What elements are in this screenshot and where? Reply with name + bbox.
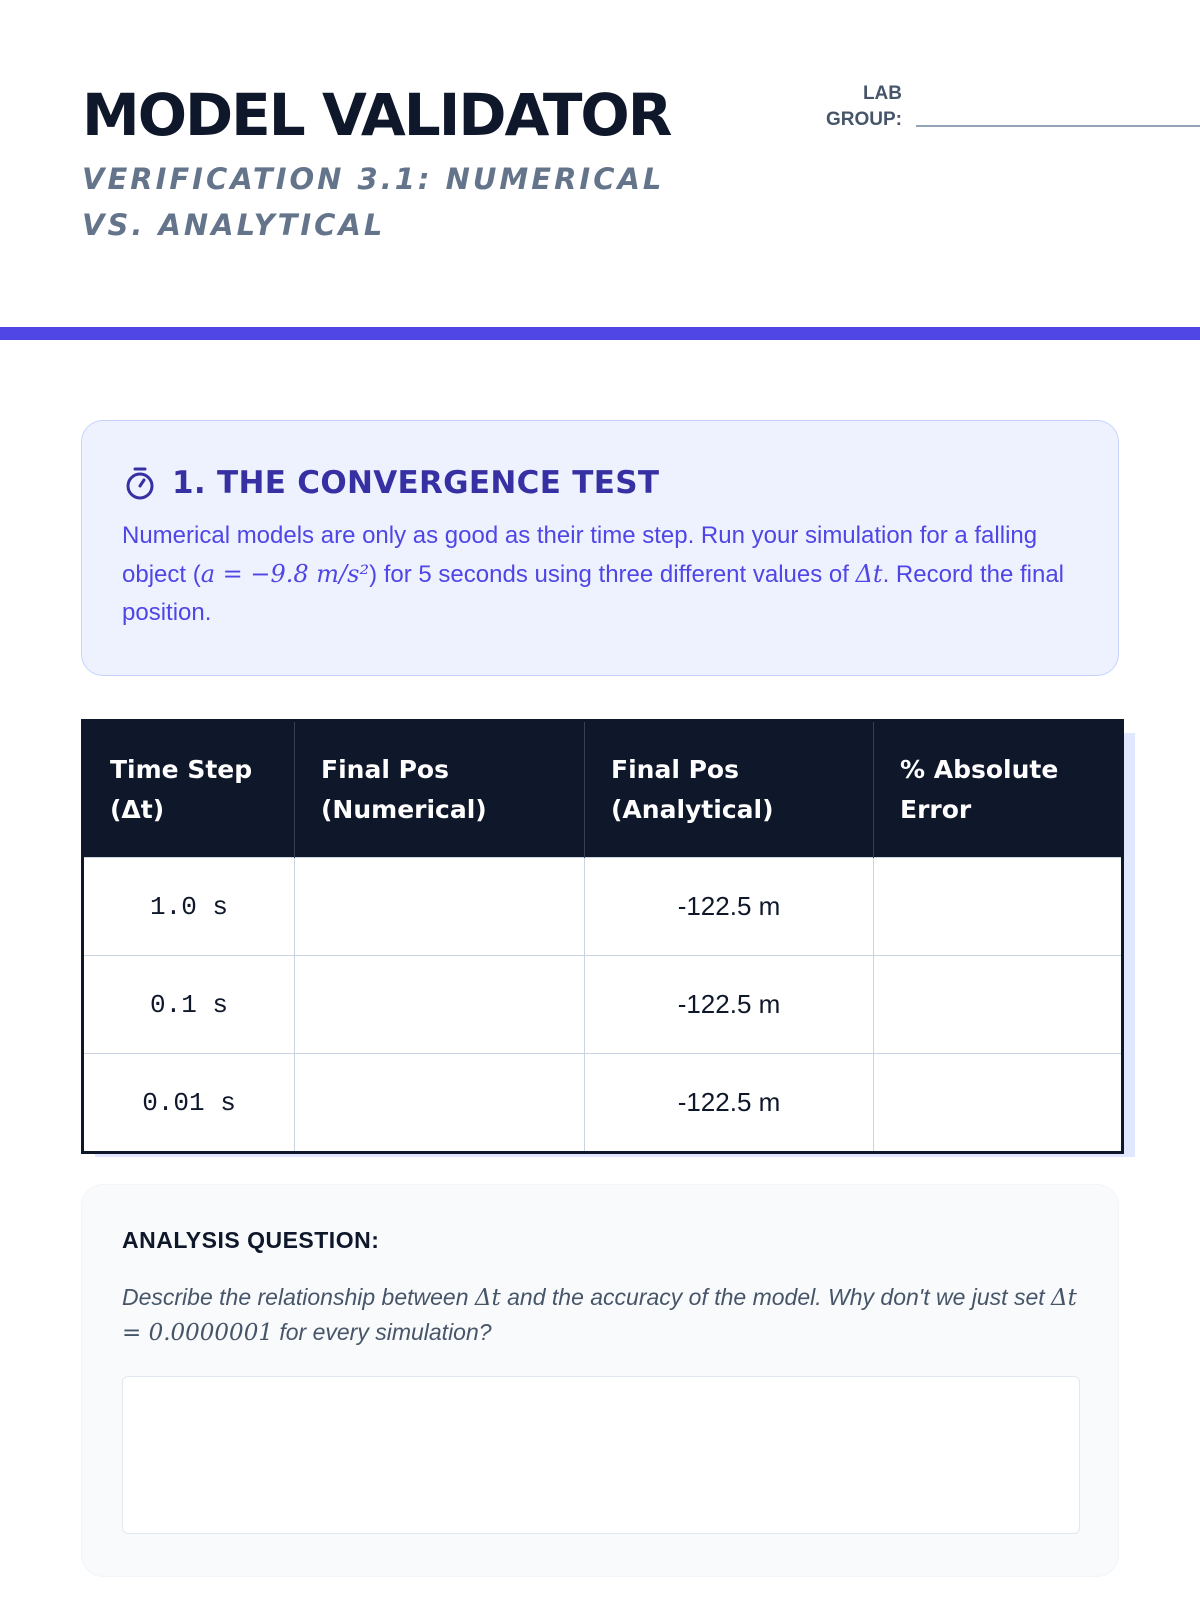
header-final-pos-analytical: Final Pos (Analytical)	[585, 721, 874, 858]
delta-t-symbol: Δt	[855, 560, 883, 588]
table-row	[83, 956, 1123, 1054]
question-text-1: Describe the relationship between	[122, 1284, 475, 1310]
lab-group	[742, 81, 1200, 133]
acceleration-expression: a = −9.8 m/s²	[200, 560, 370, 588]
error-input-cell[interactable]	[874, 858, 1123, 956]
numerical-input-cell[interactable]	[295, 1054, 585, 1153]
convergence-table-wrap	[81, 719, 1121, 1143]
convergence-table	[81, 719, 1124, 1154]
header	[82, 80, 1122, 248]
answer-box[interactable]	[122, 1376, 1080, 1534]
analytical-cell: -122.5 m	[585, 956, 874, 1054]
convergence-heading	[122, 465, 1078, 501]
analysis-question	[122, 1280, 1078, 1350]
header-time-step: Time Step (Δt)	[83, 721, 295, 858]
analytical-cell: -122.5 m	[585, 1054, 874, 1153]
header-final-pos-numerical: Final Pos (Numerical)	[295, 721, 585, 858]
convergence-instructions	[122, 517, 1078, 632]
table-header-row	[83, 721, 1123, 858]
question-text-3: for every simulation?	[272, 1319, 492, 1345]
analysis-section	[81, 1184, 1119, 1577]
stopwatch-icon	[122, 465, 158, 501]
numerical-input-cell[interactable]	[295, 956, 585, 1054]
time-step-cell: 1.0 s	[83, 858, 295, 956]
lab-group-label: LAB GROUP:	[826, 83, 902, 130]
table-row	[83, 1054, 1123, 1153]
time-step-cell: 0.01 s	[83, 1054, 295, 1153]
delta-t-expression: Δt = 0.0000001	[122, 1285, 1077, 1346]
question-text-2: and the accuracy of the model. Why don't we just set	[500, 1284, 1052, 1310]
page-subtitle: VERIFICATION 3.1: NUMERICAL VS. ANALYTICAL	[82, 162, 665, 242]
error-input-cell[interactable]	[874, 956, 1123, 1054]
instructions-text-2: ) for 5 seconds using three different values of	[369, 561, 856, 588]
error-input-cell[interactable]	[874, 1054, 1123, 1153]
header-abs-error: % Absolute Error	[874, 721, 1123, 858]
time-step-cell: 0.1 s	[83, 956, 295, 1054]
convergence-title: 1. THE CONVERGENCE TEST	[172, 465, 660, 501]
page-title: MODEL VALIDATOR	[82, 81, 671, 149]
numerical-input-cell[interactable]	[295, 858, 585, 956]
instructions-text-1: Numerical models are only as good as their time step. Run your simulation for a falling object (	[122, 522, 1038, 588]
delta-t-symbol: Δt	[474, 1285, 501, 1311]
table-row	[83, 858, 1123, 956]
header-divider	[0, 327, 1200, 340]
analytical-cell: -122.5 m	[585, 858, 874, 956]
convergence-card	[81, 420, 1119, 676]
analysis-label: ANALYSIS QUESTION:	[122, 1227, 380, 1253]
lab-group-field[interactable]	[916, 125, 1200, 127]
instructions-text-3: . Record the final position.	[122, 561, 1065, 626]
